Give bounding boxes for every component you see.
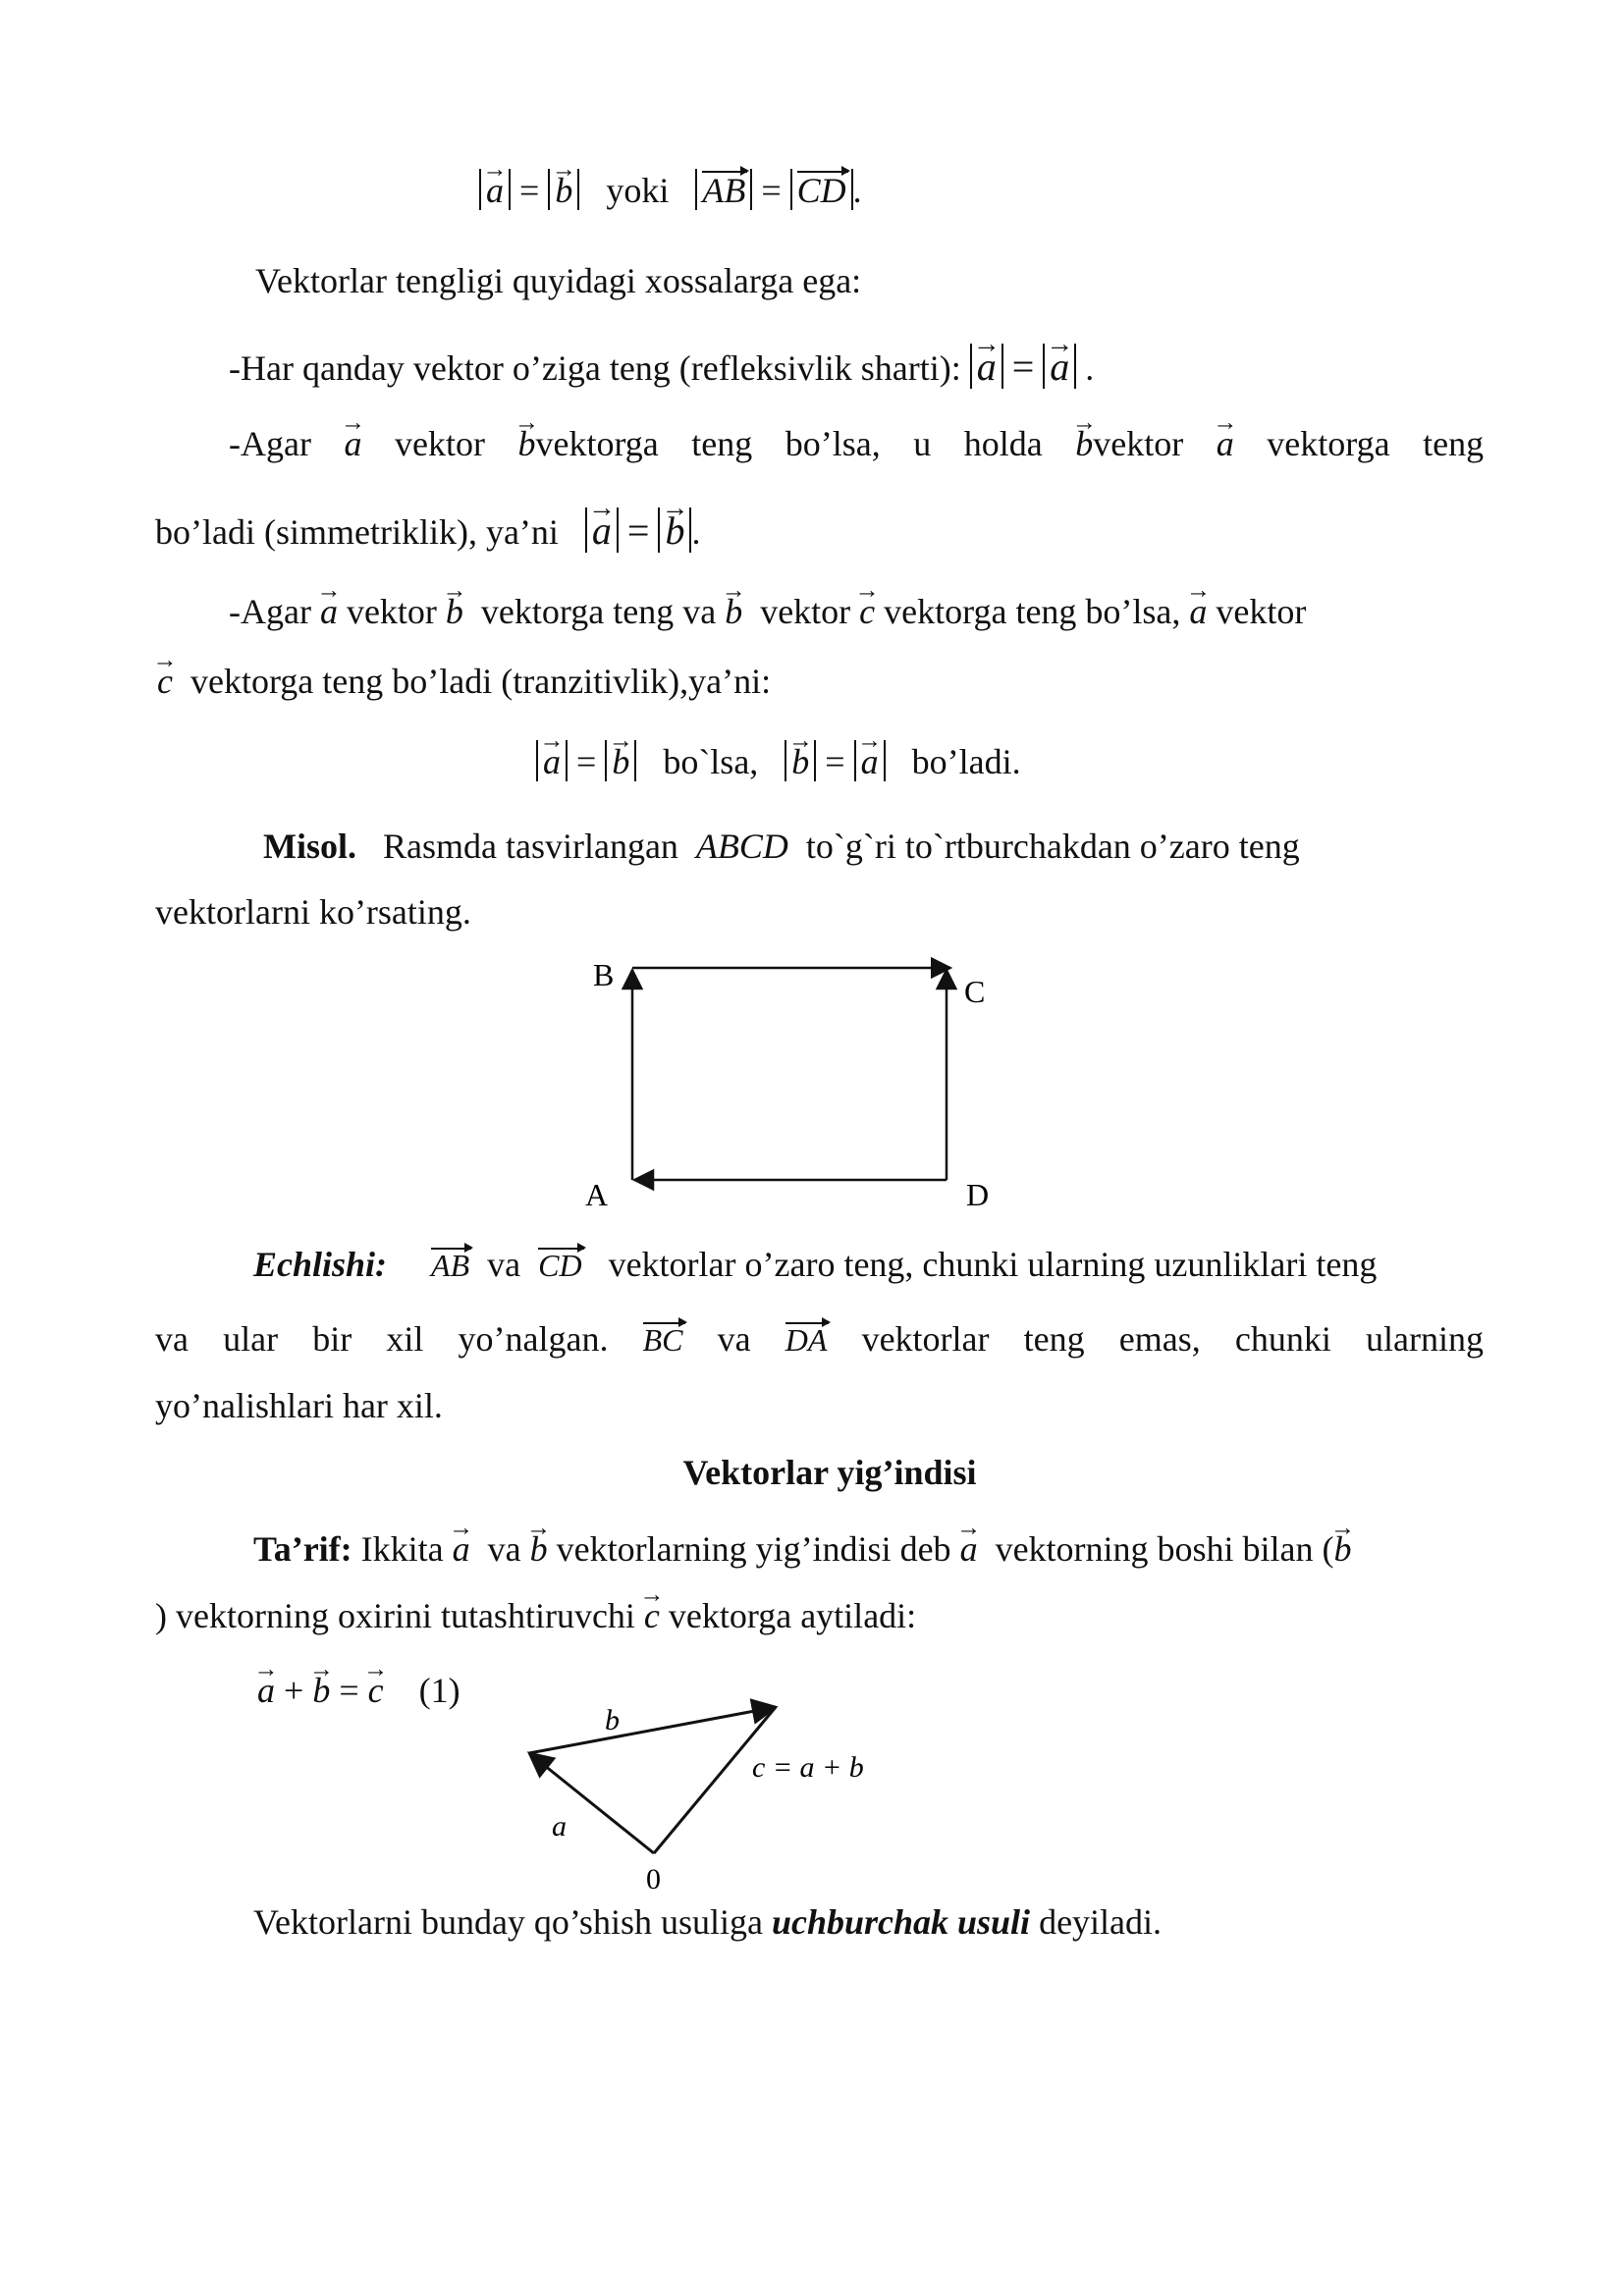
- label-c: C: [964, 974, 986, 1009]
- abs-ab: AB: [695, 169, 752, 210]
- symmetric-property-line2: bo’ladi (simmetriklik), ya’ni → a = → b .: [155, 507, 700, 553]
- section-title: Vektorlar yig’indisi: [682, 1453, 977, 1492]
- label-a-vec: a: [552, 1810, 567, 1842]
- solution-line1: Echlishi: AB va CD vektorlar o’zaro teng, chunki ularning uzunliklari teng: [253, 1245, 1378, 1284]
- abs-b: → b: [548, 169, 579, 210]
- properties-intro: Vektorlar tengligi quyidagi xossalarga ega:: [255, 261, 862, 300]
- example-line1: Misol. Rasmda tasvirlangan ABCD to`g`ri to`rtburchakdan o’zaro teng: [263, 827, 1300, 866]
- definition-line2: ) vektorning oxirini tutashtiruvchi → c vektorga aytiladi:: [155, 1598, 916, 1633]
- symmetric-property-line1: -Agar → a vektor → bvektorga teng bo’lsa, u holda → bvektor → a vektorga teng: [229, 426, 1484, 461]
- reflexive-property: -Har qanday vektor o’ziga teng (refleksivlik sharti): → a = → a .: [229, 344, 1094, 389]
- triangle-figure: [511, 1688, 903, 1904]
- closing-text: Vektorlarni bunday qo’shish usuliga uchburchak usuli deyiladi.: [253, 1902, 1163, 1942]
- definition-line1: Ta’rif: Ikkita → a va → b vektorlarning yig’indisi deb → a vektorning boshi bilan (→ b: [253, 1531, 1352, 1567]
- label-origin: 0: [646, 1863, 661, 1896]
- label-a: A: [585, 1177, 609, 1212]
- rectangle-figure: [569, 952, 1001, 1217]
- label-d: D: [966, 1177, 990, 1212]
- solution-line3: yo’nalishlari har xil.: [155, 1386, 443, 1425]
- solution-line2: va ular bir xil yo’nalgan. BC va DA vektorlar teng emas, chunki ularning: [155, 1319, 1484, 1359]
- abs-a: → a: [479, 169, 511, 210]
- example-line2: vektorlarni ko’rsating.: [155, 892, 471, 932]
- vector-a-arrow: [529, 1753, 654, 1853]
- sum-formula: → a + → b = → c (1): [257, 1673, 460, 1708]
- label-b-vec: b: [605, 1704, 620, 1736]
- label-c-eq: c = a + b: [752, 1751, 864, 1784]
- solution-label: Echlishi:: [253, 1245, 388, 1284]
- label-b: B: [593, 957, 615, 992]
- abs-cd: CD: [790, 169, 853, 210]
- transitive-formula: → a = → b bo`lsa, → b = → a bo’ladi.: [536, 740, 1021, 781]
- definition-label: Ta’rif:: [253, 1529, 352, 1569]
- transitive-property-line1: -Agar → a vektor → b vektorga teng va → b vektor → c vektorga teng bo’lsa, → a vektor: [229, 594, 1306, 629]
- example-label: Misol.: [263, 827, 356, 866]
- formula-equal-modules: → a = → b yoki AB = CD .: [479, 169, 862, 210]
- transitive-property-line2: → c vektorga teng bo’ladi (tranzitivlik),ya’ni:: [157, 664, 771, 699]
- vector-b-arrow: [529, 1707, 776, 1753]
